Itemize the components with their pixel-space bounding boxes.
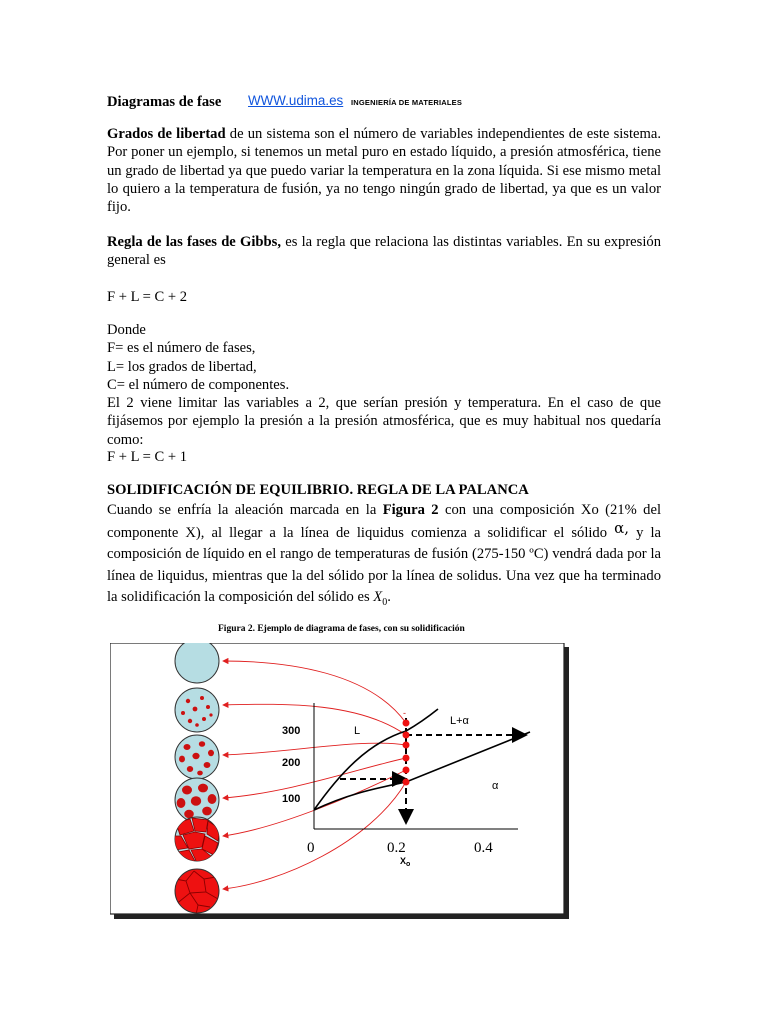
paragraph-gibbs: Regla de las fases de Gibbs, es la regla que relaciona las distintas variables. En su expresión general es: [107, 234, 661, 269]
definition-l: L= los grados de libertad,: [107, 358, 257, 375]
y-tick-200: 200: [282, 757, 301, 769]
svg-text:-: -: [403, 708, 406, 718]
microstructure-few-nuclei: [175, 688, 219, 732]
x-tick-0: 0: [307, 840, 315, 856]
formula-general: F + L = C + 2: [107, 289, 188, 305]
x-tick-0.4: 0.4: [474, 840, 493, 856]
definitions-list: [107, 321, 661, 394]
page-title: Diagramas de fase: [107, 94, 222, 110]
x-label: $X_o$: [400, 856, 411, 868]
microstructure-growing: [175, 735, 219, 779]
paragraph-solidificacion: Cuando se enfría la aleación marcada en la Figura 2 con una composición Xo (21% del componente X), al llegar a la línea de liquidus comienza a solidificar el sólido α, y la composición de líquido en el rango de temperaturas de fusión (275-150 ºC) vendrá dada por la línea de liquidus, mientras que la del sólido por la línea de solidus. Una vez que ha terminado la solidificación la composición del sólido es $X_0$.: [107, 502, 661, 609]
definition-intro: Donde: [107, 322, 146, 338]
paragraph-grados-libertad: Grados de libertad de un sistema son el número de variables independientes de este sistema. Por poner un ejemplo, si tenemos un metal puro en estado líquido, a presión atmosférica, tiene un grado de libertad ya que puedo variar la temperatura en la zona líquida. Si ese mismo metal lo quiero a la temperatura de fusión, ya no tengo ningún grado de libertad, ya que es un valor fijo.: [107, 126, 661, 216]
figure-caption: Figura 2. Ejemplo de diagrama de fases, con su solidificación: [218, 624, 465, 634]
alpha-symbol: α,: [614, 518, 630, 537]
label-liquid: L: [354, 725, 361, 737]
label-two-phase: L+α: [450, 715, 469, 727]
definition-c: C= el número de componentes.: [107, 376, 290, 393]
udima-link[interactable]: WWW.udima.es: [248, 93, 344, 108]
course-subtitle: INGENIERÍA DE MATERIALES: [351, 98, 463, 107]
x-tick-0.2: 0.2: [387, 840, 406, 856]
phase-diagram-figure: [110, 643, 569, 919]
definition-f: F= es el número de fases,: [107, 340, 256, 357]
y-tick-100: 100: [282, 793, 301, 805]
microstructure-large-grains: [175, 778, 219, 822]
microstructure-liquid: [175, 643, 219, 683]
x0-symbol: $X_0$: [373, 589, 388, 609]
formula-constant-pressure: F + L = C + 1: [107, 449, 188, 465]
section-heading: SOLIDIFICACIÓN DE EQUILIBRIO. REGLA DE LA PALANCA: [107, 482, 529, 498]
figure-frame: [110, 643, 564, 914]
paragraph-variables: El 2 viene limitar las variables a 2, que serían presión y temperatura. En el caso de que fijásemos por ejemplo la presión a la presión atmosférica, que es muy habitual nos quedaría como:: [107, 395, 661, 448]
y-tick-300: 300: [282, 725, 301, 737]
label-alpha: α: [492, 780, 499, 792]
